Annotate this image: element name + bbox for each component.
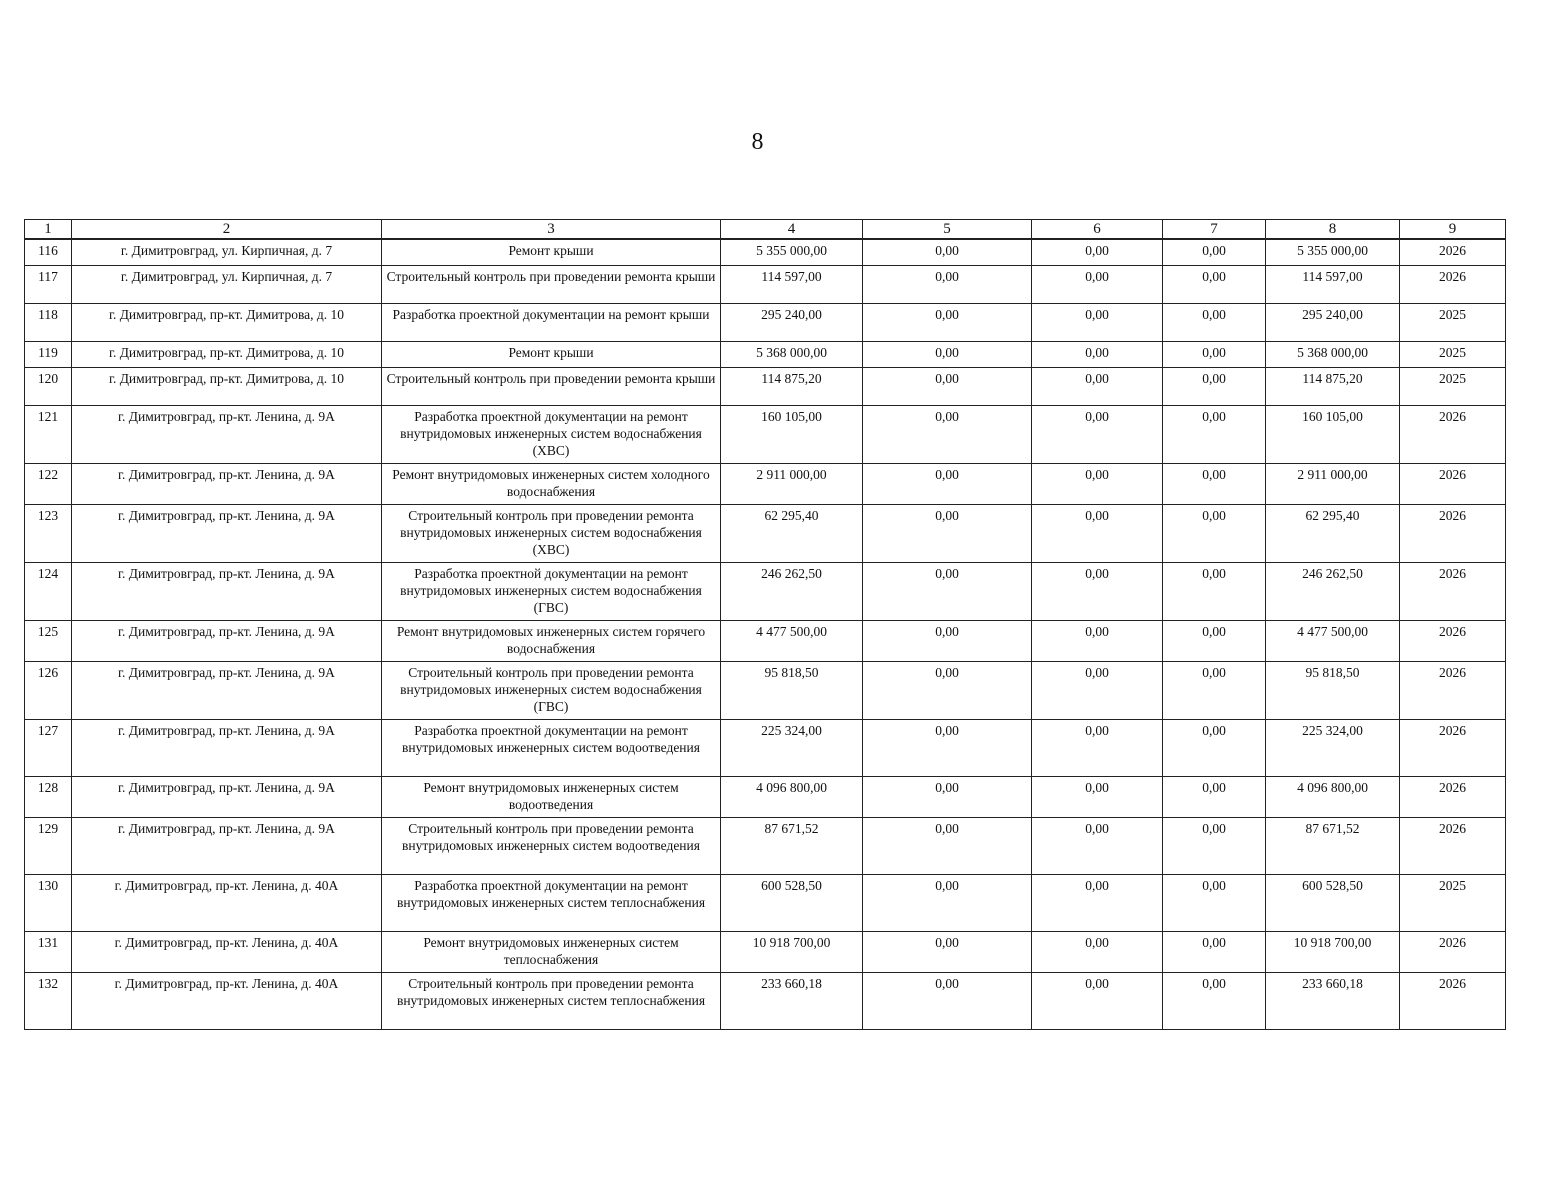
column-8-amount-cell: 114 597,00 bbox=[1266, 265, 1400, 303]
column-4-amount-cell: 10 918 700,00 bbox=[721, 931, 863, 972]
year-cell: 2026 bbox=[1400, 405, 1506, 463]
table-row bbox=[25, 504, 1506, 562]
table-row bbox=[25, 265, 1506, 303]
table-row bbox=[25, 367, 1506, 405]
page-number: 8 bbox=[751, 129, 764, 155]
column-6-amount-cell: 0,00 bbox=[1032, 661, 1163, 719]
column-7-amount-cell: 0,00 bbox=[1163, 239, 1266, 265]
work-type-cell: Ремонт внутридомовых инженерных систем горячего водоснабжения bbox=[382, 620, 721, 661]
table-row bbox=[25, 972, 1506, 1029]
year-cell: 2026 bbox=[1400, 931, 1506, 972]
column-7-amount-cell: 0,00 bbox=[1163, 620, 1266, 661]
column-5-amount-cell: 0,00 bbox=[863, 504, 1032, 562]
column-8-amount-cell: 600 528,50 bbox=[1266, 874, 1400, 931]
year-cell: 2026 bbox=[1400, 239, 1506, 265]
row-number-cell: 120 bbox=[25, 367, 72, 405]
work-type-cell: Ремонт внутридомовых инженерных систем холодного водоснабжения bbox=[382, 463, 721, 504]
column-8-amount-cell: 5 368 000,00 bbox=[1266, 341, 1400, 367]
column-6-amount-cell: 0,00 bbox=[1032, 504, 1163, 562]
column-7-amount-cell: 0,00 bbox=[1163, 817, 1266, 874]
row-number-cell: 119 bbox=[25, 341, 72, 367]
year-cell: 2025 bbox=[1400, 874, 1506, 931]
column-6-amount-cell: 0,00 bbox=[1032, 463, 1163, 504]
column-6-amount-cell: 0,00 bbox=[1032, 776, 1163, 817]
table-row bbox=[25, 719, 1506, 776]
column-8-amount-cell: 62 295,40 bbox=[1266, 504, 1400, 562]
column-header-3: 3 bbox=[382, 220, 721, 240]
column-6-amount-cell: 0,00 bbox=[1032, 620, 1163, 661]
table-row bbox=[25, 661, 1506, 719]
work-type-cell: Строительный контроль при проведении ремонта крыши bbox=[382, 265, 721, 303]
column-5-amount-cell: 0,00 bbox=[863, 719, 1032, 776]
row-number-cell: 127 bbox=[25, 719, 72, 776]
column-5-amount-cell: 0,00 bbox=[863, 661, 1032, 719]
work-type-cell: Строительный контроль при проведении ремонта внутридомовых инженерных систем водоснабжения (ГВС) bbox=[382, 661, 721, 719]
address-cell: г. Димитровград, пр-кт. Ленина, д. 9А bbox=[72, 463, 382, 504]
column-6-amount-cell: 0,00 bbox=[1032, 719, 1163, 776]
column-8-amount-cell: 4 096 800,00 bbox=[1266, 776, 1400, 817]
column-6-amount-cell: 0,00 bbox=[1032, 303, 1163, 341]
column-4-amount-cell: 87 671,52 bbox=[721, 817, 863, 874]
column-4-amount-cell: 246 262,50 bbox=[721, 562, 863, 620]
address-cell: г. Димитровград, пр-кт. Димитрова, д. 10 bbox=[72, 341, 382, 367]
address-cell: г. Димитровград, пр-кт. Ленина, д. 9А bbox=[72, 620, 382, 661]
row-number-cell: 132 bbox=[25, 972, 72, 1029]
year-cell: 2025 bbox=[1400, 341, 1506, 367]
year-cell: 2026 bbox=[1400, 972, 1506, 1029]
table-body bbox=[25, 239, 1506, 1029]
work-type-cell: Разработка проектной документации на ремонт крыши bbox=[382, 303, 721, 341]
column-7-amount-cell: 0,00 bbox=[1163, 463, 1266, 504]
address-cell: г. Димитровград, ул. Кирпичная, д. 7 bbox=[72, 239, 382, 265]
column-7-amount-cell: 0,00 bbox=[1163, 341, 1266, 367]
column-8-amount-cell: 225 324,00 bbox=[1266, 719, 1400, 776]
row-number-cell: 129 bbox=[25, 817, 72, 874]
table-row bbox=[25, 405, 1506, 463]
address-cell: г. Димитровград, пр-кт. Ленина, д. 40А bbox=[72, 931, 382, 972]
year-cell: 2026 bbox=[1400, 776, 1506, 817]
table-row bbox=[25, 239, 1506, 265]
row-number-cell: 116 bbox=[25, 239, 72, 265]
column-4-amount-cell: 225 324,00 bbox=[721, 719, 863, 776]
column-4-amount-cell: 62 295,40 bbox=[721, 504, 863, 562]
year-cell: 2026 bbox=[1400, 504, 1506, 562]
column-4-amount-cell: 114 597,00 bbox=[721, 265, 863, 303]
column-5-amount-cell: 0,00 bbox=[863, 620, 1032, 661]
column-7-amount-cell: 0,00 bbox=[1163, 776, 1266, 817]
year-cell: 2026 bbox=[1400, 620, 1506, 661]
column-8-amount-cell: 10 918 700,00 bbox=[1266, 931, 1400, 972]
column-6-amount-cell: 0,00 bbox=[1032, 931, 1163, 972]
repair-schedule-table bbox=[24, 219, 1506, 1030]
column-header-7: 7 bbox=[1163, 220, 1266, 240]
column-header-5: 5 bbox=[863, 220, 1032, 240]
row-number-cell: 121 bbox=[25, 405, 72, 463]
column-8-amount-cell: 87 671,52 bbox=[1266, 817, 1400, 874]
column-7-amount-cell: 0,00 bbox=[1163, 719, 1266, 776]
row-number-cell: 125 bbox=[25, 620, 72, 661]
column-7-amount-cell: 0,00 bbox=[1163, 405, 1266, 463]
column-6-amount-cell: 0,00 bbox=[1032, 405, 1163, 463]
row-number-cell: 130 bbox=[25, 874, 72, 931]
year-cell: 2026 bbox=[1400, 817, 1506, 874]
column-7-amount-cell: 0,00 bbox=[1163, 874, 1266, 931]
row-number-cell: 128 bbox=[25, 776, 72, 817]
column-8-amount-cell: 2 911 000,00 bbox=[1266, 463, 1400, 504]
column-5-amount-cell: 0,00 bbox=[863, 367, 1032, 405]
column-5-amount-cell: 0,00 bbox=[863, 463, 1032, 504]
table-row bbox=[25, 341, 1506, 367]
year-cell: 2025 bbox=[1400, 367, 1506, 405]
column-7-amount-cell: 0,00 bbox=[1163, 504, 1266, 562]
column-6-amount-cell: 0,00 bbox=[1032, 341, 1163, 367]
column-5-amount-cell: 0,00 bbox=[863, 265, 1032, 303]
column-4-amount-cell: 600 528,50 bbox=[721, 874, 863, 931]
address-cell: г. Димитровград, пр-кт. Димитрова, д. 10 bbox=[72, 303, 382, 341]
column-5-amount-cell: 0,00 bbox=[863, 341, 1032, 367]
row-number-cell: 126 bbox=[25, 661, 72, 719]
work-type-cell: Строительный контроль при проведении ремонта внутридомовых инженерных систем водоотведения bbox=[382, 817, 721, 874]
address-cell: г. Димитровград, пр-кт. Ленина, д. 40А bbox=[72, 874, 382, 931]
address-cell: г. Димитровград, пр-кт. Ленина, д. 9А bbox=[72, 562, 382, 620]
header-row bbox=[25, 220, 1506, 240]
column-4-amount-cell: 2 911 000,00 bbox=[721, 463, 863, 504]
column-6-amount-cell: 0,00 bbox=[1032, 817, 1163, 874]
column-5-amount-cell: 0,00 bbox=[863, 239, 1032, 265]
column-5-amount-cell: 0,00 bbox=[863, 817, 1032, 874]
column-header-1: 1 bbox=[25, 220, 72, 240]
address-cell: г. Димитровград, пр-кт. Ленина, д. 9А bbox=[72, 405, 382, 463]
table-row bbox=[25, 303, 1506, 341]
column-8-amount-cell: 233 660,18 bbox=[1266, 972, 1400, 1029]
address-cell: г. Димитровград, пр-кт. Ленина, д. 9А bbox=[72, 504, 382, 562]
address-cell: г. Димитровград, ул. Кирпичная, д. 7 bbox=[72, 265, 382, 303]
column-5-amount-cell: 0,00 bbox=[863, 303, 1032, 341]
work-type-cell: Ремонт крыши bbox=[382, 341, 721, 367]
row-number-cell: 123 bbox=[25, 504, 72, 562]
column-4-amount-cell: 114 875,20 bbox=[721, 367, 863, 405]
column-7-amount-cell: 0,00 bbox=[1163, 661, 1266, 719]
column-6-amount-cell: 0,00 bbox=[1032, 562, 1163, 620]
column-7-amount-cell: 0,00 bbox=[1163, 931, 1266, 972]
column-8-amount-cell: 114 875,20 bbox=[1266, 367, 1400, 405]
column-header-8: 8 bbox=[1266, 220, 1400, 240]
address-cell: г. Димитровград, пр-кт. Димитрова, д. 10 bbox=[72, 367, 382, 405]
row-number-cell: 131 bbox=[25, 931, 72, 972]
column-5-amount-cell: 0,00 bbox=[863, 931, 1032, 972]
address-cell: г. Димитровград, пр-кт. Ленина, д. 40А bbox=[72, 972, 382, 1029]
column-header-9: 9 bbox=[1400, 220, 1506, 240]
column-4-amount-cell: 5 368 000,00 bbox=[721, 341, 863, 367]
year-cell: 2026 bbox=[1400, 562, 1506, 620]
row-number-cell: 118 bbox=[25, 303, 72, 341]
row-number-cell: 122 bbox=[25, 463, 72, 504]
table-row bbox=[25, 817, 1506, 874]
column-4-amount-cell: 233 660,18 bbox=[721, 972, 863, 1029]
column-8-amount-cell: 295 240,00 bbox=[1266, 303, 1400, 341]
column-6-amount-cell: 0,00 bbox=[1032, 874, 1163, 931]
address-cell: г. Димитровград, пр-кт. Ленина, д. 9А bbox=[72, 776, 382, 817]
column-7-amount-cell: 0,00 bbox=[1163, 265, 1266, 303]
column-8-amount-cell: 5 355 000,00 bbox=[1266, 239, 1400, 265]
table-row bbox=[25, 463, 1506, 504]
work-type-cell: Разработка проектной документации на ремонт внутридомовых инженерных систем теплоснабжения bbox=[382, 874, 721, 931]
column-header-6: 6 bbox=[1032, 220, 1163, 240]
year-cell: 2026 bbox=[1400, 661, 1506, 719]
column-6-amount-cell: 0,00 bbox=[1032, 265, 1163, 303]
work-type-cell: Разработка проектной документации на ремонт внутридомовых инженерных систем водоснабжения (ГВС) bbox=[382, 562, 721, 620]
work-type-cell: Ремонт крыши bbox=[382, 239, 721, 265]
work-type-cell: Строительный контроль при проведении ремонта внутридомовых инженерных систем водоснабжения (ХВС) bbox=[382, 504, 721, 562]
column-6-amount-cell: 0,00 bbox=[1032, 367, 1163, 405]
address-cell: г. Димитровград, пр-кт. Ленина, д. 9А bbox=[72, 719, 382, 776]
column-8-amount-cell: 4 477 500,00 bbox=[1266, 620, 1400, 661]
table-row bbox=[25, 562, 1506, 620]
column-7-amount-cell: 0,00 bbox=[1163, 562, 1266, 620]
year-cell: 2026 bbox=[1400, 719, 1506, 776]
work-type-cell: Ремонт внутридомовых инженерных систем водоотведения bbox=[382, 776, 721, 817]
column-header-4: 4 bbox=[721, 220, 863, 240]
column-4-amount-cell: 160 105,00 bbox=[721, 405, 863, 463]
table-row bbox=[25, 620, 1506, 661]
column-5-amount-cell: 0,00 bbox=[863, 874, 1032, 931]
row-number-cell: 117 bbox=[25, 265, 72, 303]
column-7-amount-cell: 0,00 bbox=[1163, 972, 1266, 1029]
column-4-amount-cell: 4 096 800,00 bbox=[721, 776, 863, 817]
column-4-amount-cell: 295 240,00 bbox=[721, 303, 863, 341]
column-8-amount-cell: 160 105,00 bbox=[1266, 405, 1400, 463]
table-row bbox=[25, 776, 1506, 817]
column-7-amount-cell: 0,00 bbox=[1163, 367, 1266, 405]
year-cell: 2025 bbox=[1400, 303, 1506, 341]
column-4-amount-cell: 5 355 000,00 bbox=[721, 239, 863, 265]
column-8-amount-cell: 95 818,50 bbox=[1266, 661, 1400, 719]
column-6-amount-cell: 0,00 bbox=[1032, 239, 1163, 265]
table-row bbox=[25, 874, 1506, 931]
year-cell: 2026 bbox=[1400, 265, 1506, 303]
column-5-amount-cell: 0,00 bbox=[863, 776, 1032, 817]
column-4-amount-cell: 4 477 500,00 bbox=[721, 620, 863, 661]
table-row bbox=[25, 931, 1506, 972]
year-cell: 2026 bbox=[1400, 463, 1506, 504]
column-5-amount-cell: 0,00 bbox=[863, 562, 1032, 620]
work-type-cell: Разработка проектной документации на ремонт внутридомовых инженерных систем водоотведения bbox=[382, 719, 721, 776]
address-cell: г. Димитровград, пр-кт. Ленина, д. 9А bbox=[72, 661, 382, 719]
row-number-cell: 124 bbox=[25, 562, 72, 620]
column-header-2: 2 bbox=[72, 220, 382, 240]
column-7-amount-cell: 0,00 bbox=[1163, 303, 1266, 341]
work-type-cell: Ремонт внутридомовых инженерных систем теплоснабжения bbox=[382, 931, 721, 972]
work-type-cell: Строительный контроль при проведении ремонта внутридомовых инженерных систем теплоснабжения bbox=[382, 972, 721, 1029]
column-4-amount-cell: 95 818,50 bbox=[721, 661, 863, 719]
column-8-amount-cell: 246 262,50 bbox=[1266, 562, 1400, 620]
work-type-cell: Строительный контроль при проведении ремонта крыши bbox=[382, 367, 721, 405]
column-5-amount-cell: 0,00 bbox=[863, 405, 1032, 463]
work-type-cell: Разработка проектной документации на ремонт внутридомовых инженерных систем водоснабжения (ХВС) bbox=[382, 405, 721, 463]
column-6-amount-cell: 0,00 bbox=[1032, 972, 1163, 1029]
address-cell: г. Димитровград, пр-кт. Ленина, д. 9А bbox=[72, 817, 382, 874]
column-5-amount-cell: 0,00 bbox=[863, 972, 1032, 1029]
